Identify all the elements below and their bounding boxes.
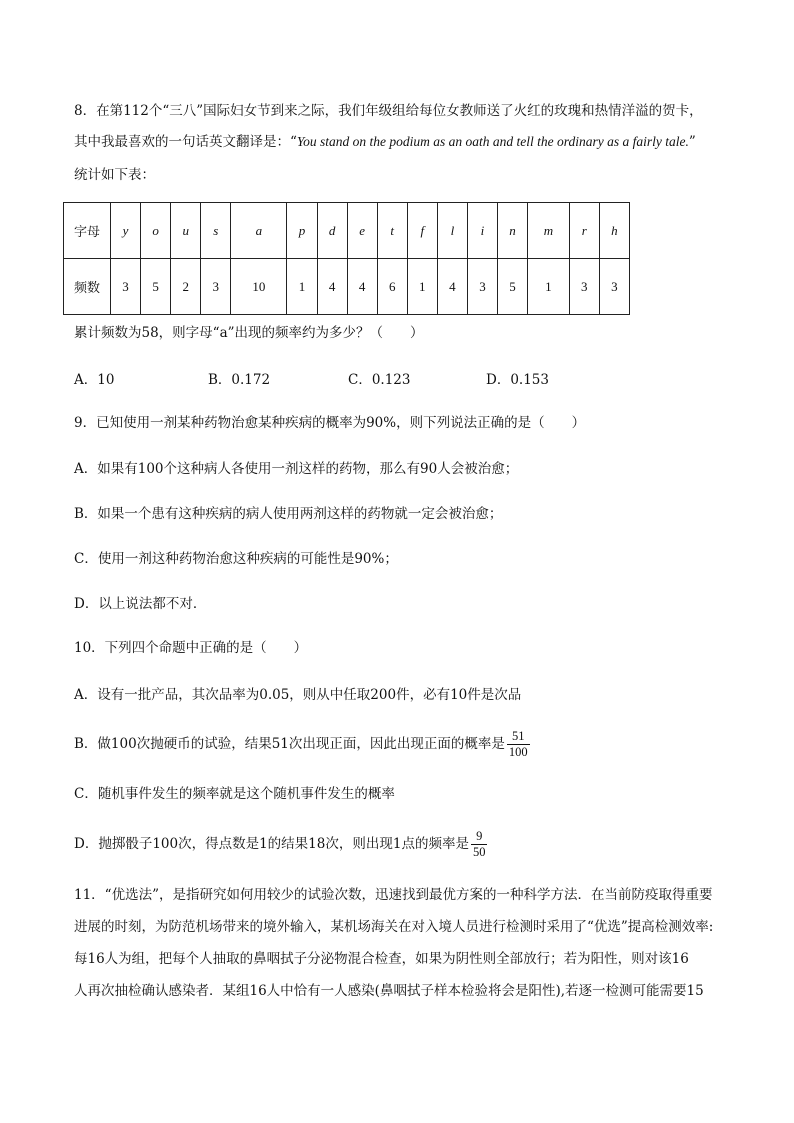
- table-cell-count: 3: [467, 259, 497, 315]
- table-cell-count: 3: [599, 259, 629, 315]
- q9-stem: 9．已知使用一剂某种药物治愈某种疾病的概率为90%，则下列说法正确的是（ ）: [74, 415, 586, 431]
- q8-line2-suffix: ”: [688, 134, 696, 150]
- q10-option-b-text: B．做100次抛硬币的试验，结果51次出现正面，因此出现正面的概率是: [74, 736, 505, 752]
- q8-option-a: A．10: [74, 372, 115, 388]
- fraction-numerator: 9: [471, 829, 488, 845]
- table-cell-count: 3: [111, 259, 141, 315]
- q9-option-b: B．如果一个患有这种疾病的病人使用两剂这样的药物就一定会被治愈；: [74, 506, 503, 522]
- q8-option-b: B．0.172: [208, 372, 271, 388]
- table-cell-letter: s: [201, 203, 231, 259]
- q11-line3: 每16人为组，把每个人抽取的鼻咽拭子分泌物混合检查，如果为阴性则全部放行；若为阳性，则对该16: [74, 951, 689, 967]
- table-cell-count: 1: [287, 259, 317, 315]
- table-cell-letter: n: [498, 203, 528, 259]
- table-cell-letter: r: [569, 203, 599, 259]
- fraction-9-over-50: [471, 829, 488, 860]
- table-cell-letter: a: [231, 203, 287, 259]
- q8-line2: [74, 133, 696, 151]
- q8-question: 累计频数为58，则字母“a”出现的频率约为多少？（ ）: [74, 325, 424, 341]
- table-cell-count: 5: [498, 259, 528, 315]
- table-cell-count: 5: [141, 259, 171, 315]
- fraction-51-over-100: [507, 729, 530, 760]
- table-cell-letter: e: [347, 203, 377, 259]
- table-cell-letter: m: [528, 203, 570, 259]
- table-cell-letter: d: [317, 203, 347, 259]
- fraction-denominator: 100: [508, 745, 528, 759]
- fraction-denominator: 50: [472, 845, 486, 859]
- q8-line1: 8．在第112个“三八”国际妇女节到来之际，我们年级组给每位女教师送了火红的玫瑰和热情洋溢的贺卡，: [74, 103, 703, 119]
- table-cell-count: 2: [171, 259, 201, 315]
- table-cell-letter: y: [111, 203, 141, 259]
- q11-line2: 进展的时刻，为防范机场带来的境外输入，某机场海关在对入境人员进行检测时采用了“优选”提高检测效率:: [74, 919, 714, 935]
- q8-line2-prefix: 其中我最喜欢的一句话英文翻译是：“: [74, 134, 297, 150]
- table-cell-letter: i: [467, 203, 497, 259]
- table-cell-count: 3: [569, 259, 599, 315]
- table-cell-count: 1: [528, 259, 570, 315]
- q10-stem: 10．下列四个命题中正确的是（ ）: [74, 640, 308, 656]
- q11-line4: 人再次抽检确认感染者．某组16人中恰有一人感染(鼻咽拭子样本检验将会是阳性),若逐一检测可能需要15: [74, 983, 704, 999]
- q8-option-d: D．0.153: [486, 372, 549, 388]
- q10-option-d-text: D．抛掷骰子100次，得点数是1的结果18次，则出现1点的频率是: [74, 836, 469, 852]
- q9-option-d: D．以上说法都不对．: [74, 596, 207, 612]
- table-cell-count: 4: [437, 259, 467, 315]
- table-cell-letter: f: [407, 203, 437, 259]
- q9-option-a: A．如果有100个这种病人各使用一剂这样的药物，那么有90人会被治愈；: [74, 461, 519, 477]
- table-cell-letter: u: [171, 203, 201, 259]
- table-cell-count: 1: [407, 259, 437, 315]
- table-cell-count: 4: [347, 259, 377, 315]
- table-cell-letter: t: [377, 203, 407, 259]
- table-cell-letter: l: [437, 203, 467, 259]
- table-cell-letter: o: [141, 203, 171, 259]
- table-cell-count: 3: [201, 259, 231, 315]
- table-cell-letter: h: [599, 203, 629, 259]
- q8-option-c: C．0.123: [348, 372, 411, 388]
- table-cell-count: 6: [377, 259, 407, 315]
- table-head-count: 频数: [64, 259, 111, 315]
- q9-option-c: C．使用一剂这种药物治愈这种疾病的可能性是90%；: [74, 551, 398, 567]
- table-row-counts: [64, 259, 630, 315]
- q8-line3: 统计如下表：: [74, 167, 155, 183]
- fraction-numerator: 51: [507, 729, 530, 745]
- table-cell-count: 10: [231, 259, 287, 315]
- q8-english-quote: You stand on the podium as an oath and tell the ordinary as a fairly tale.: [296, 134, 689, 149]
- table-head-letter: 字母: [64, 203, 111, 259]
- table-row-letters: [64, 203, 630, 259]
- q10-option-b: [74, 728, 530, 760]
- table-cell-count: 4: [317, 259, 347, 315]
- q10-option-c: C．随机事件发生的频率就是这个随机事件发生的概率: [74, 786, 395, 802]
- q10-option-a: A．设有一批产品，其次品率为0.05，则从中任取200件，必有10件是次品: [74, 687, 522, 703]
- q10-option-d: [74, 828, 487, 860]
- q11-line1: 11．“优选法”，是指研究如何用较少的试验次数，迅速找到最优方案的一种科学方法．在当前防疫取得重要: [74, 887, 713, 903]
- frequency-table: [63, 202, 630, 315]
- table-cell-letter: p: [287, 203, 317, 259]
